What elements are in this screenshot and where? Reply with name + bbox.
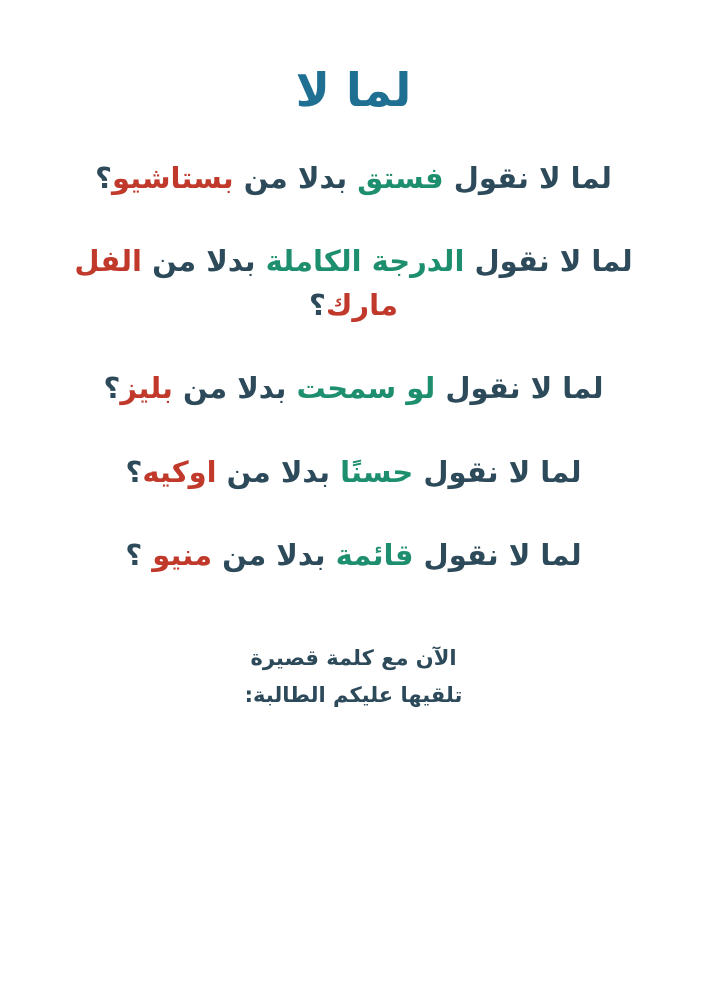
question-line-3-segment-2: لو سمحت [296,371,436,406]
question-line-2-segment-2: الدرجة الكاملة [265,244,465,279]
question-line-5-segment-3: بدلا من [212,538,336,573]
question-line-4-segment-5: ؟ [125,454,143,489]
question-line-4-segment-2: حسنًا [340,454,414,489]
question-line-1-segment-5: ؟ [95,160,112,195]
footer-note [245,640,463,714]
question-line-4-segment-1: لما لا نقول [413,454,582,489]
question-list [42,157,665,578]
question-line-4 [42,451,665,495]
question-line-2-segment-1: لما لا نقول [464,244,633,279]
footer-line-2: تلقيها عليكم الطالبة: [244,682,463,707]
question-line-1-segment-2: فستق [357,160,444,195]
page-title: لما لا [295,63,412,117]
question-line-1-segment-3: بدلا من [233,160,358,195]
question-line-3-segment-4: بليز [120,371,173,406]
question-line-1-segment-4: بستاشيو [111,160,234,195]
question-line-5-segment-1: لما لا نقول [413,538,582,573]
question-line-2-segment-3: بدلا من [141,244,266,279]
question-line-5-segment-5: ؟ [125,538,153,573]
question-line-3-segment-5: ؟ [103,371,121,406]
question-line-2-segment-4: الفل مارك [64,244,398,322]
question-line-2-segment-5: ؟ [309,287,326,322]
question-line-5-segment-2: قائمة [335,538,414,573]
question-line-5-segment-4: منيو [152,538,213,573]
question-line-5 [42,534,665,578]
question-line-3-segment-1: لما لا نقول [435,371,604,406]
question-line-3 [42,367,665,411]
footer-line-1: الآن مع كلمة قصيرة [250,645,457,670]
question-line-1-segment-1: لما لا نقول [443,160,612,195]
question-line-3-segment-3: بدلا من [172,371,297,406]
question-line-4-segment-3: بدلا من [216,454,341,489]
question-line-2 [42,240,665,327]
question-line-1 [42,157,665,201]
question-line-4-segment-4: اوكيه [142,454,217,489]
